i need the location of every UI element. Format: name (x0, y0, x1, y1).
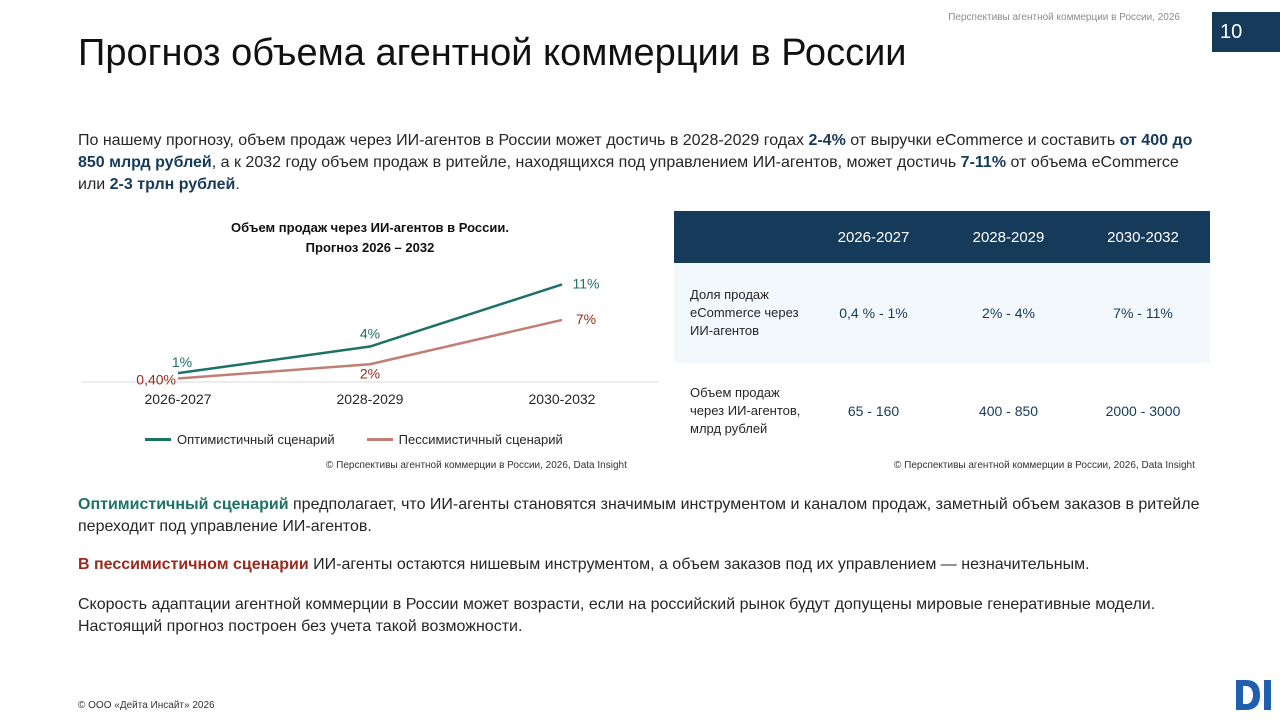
x-tick-label: 2028-2029 (336, 391, 404, 407)
forecast-table (674, 211, 1210, 458)
intro-highlight-volume-2032: 2-3 трлн рублей (109, 176, 236, 193)
table-row (674, 263, 1210, 363)
chart-title-line-1: Объем продаж через ИИ-агентов в России. (231, 220, 509, 235)
legend-item-pessimistic (367, 432, 563, 447)
intro-text-1: По нашему прогнозу, объем продаж через ИИ-агентов в России может достичь в 2028-2029 годах (78, 132, 809, 149)
table-header-cell: 2030-2032 (1076, 211, 1210, 263)
data-insight-logo-icon (1236, 680, 1272, 710)
data-label-optimistic: 11% (572, 275, 600, 292)
adaptation-paragraph: Скорость адаптации агентной коммерции в России может возрасти, если на российский рынок будут допущены мировые генеративные модели. Настоящий прогноз построен без учета такой возможности. (78, 596, 1156, 635)
optimistic-text: предполагает, что ИИ-агенты становятся значимым инструментом и каналом продаж, заметный объем заказов в ритейле переходит под управление ИИ-агентов. (78, 496, 1200, 535)
legend-swatch-optimistic (145, 438, 171, 441)
intro-paragraph (78, 130, 1198, 196)
forecast-line-chart (78, 260, 662, 420)
table-header-cell: 2026-2027 (806, 211, 941, 263)
chart-title (180, 218, 560, 258)
page-title: Прогноз объема агентной коммерции в России (78, 32, 907, 74)
table-header-row (674, 211, 1210, 263)
table-cell: 2% - 4% (941, 263, 1076, 363)
chart-legend (145, 432, 563, 447)
table-cell: 400 - 850 (941, 363, 1076, 458)
footer-copyright: © ООО «Дейта Инсайт» 2026 (78, 700, 215, 711)
data-label-pessimistic: 0,40% (136, 371, 176, 388)
legend-label-optimistic: Оптимистичный сценарий (177, 432, 335, 447)
intro-text-4: от объема eCommerce или (78, 154, 1179, 193)
page-number-badge: 10 (1212, 12, 1280, 52)
table-row (674, 363, 1210, 458)
legend-swatch-pessimistic (367, 438, 393, 441)
x-tick-label: 2030-2032 (528, 391, 596, 407)
x-tick-label: 2026-2027 (144, 391, 212, 407)
table-cell: 7% - 11% (1076, 263, 1210, 363)
data-label-optimistic: 1% (171, 354, 193, 371)
legend-item-optimistic (145, 432, 335, 447)
intro-highlight-share-2032: 7-11% (960, 154, 1007, 171)
pessimistic-text: ИИ-агенты остаются нишевым инструментом, а объем заказов под их управлением — незначительным. (308, 556, 1090, 573)
pessimistic-paragraph (78, 554, 1203, 576)
table-cell: 0,4 % - 1% (806, 263, 941, 363)
table-header-cell: 2028-2029 (941, 211, 1076, 263)
optimistic-paragraph (78, 494, 1203, 538)
table-row-label: Доля продаж eCommerce через ИИ-агентов (674, 263, 806, 363)
legend-label-pessimistic: Пессимистичный сценарий (398, 432, 563, 447)
chart-title-line-2: Прогноз 2026 – 2032 (305, 240, 435, 255)
intro-highlight-volume: от 400 до 850 млрд рублей (78, 132, 1193, 171)
intro-text-5: . (235, 176, 240, 193)
data-label-pessimistic: 2% (359, 365, 381, 382)
data-label-optimistic: 4% (359, 325, 381, 342)
chart-copyright: © Перспективы агентной коммерции в России, 2026, Data Insight (326, 460, 627, 471)
intro-text-3: , а к 2032 году объем продаж в ритейле, находящихся под управлением ИИ-агентов, может достичь (211, 154, 961, 171)
table-row-label: Объем продаж через ИИ-агентов, млрд рублей (674, 363, 806, 458)
header-caption: Перспективы агентной коммерции в России, 2026 (948, 12, 1180, 23)
data-label-pessimistic: 7% (575, 310, 597, 327)
table-header-cell (674, 211, 806, 263)
pessimistic-lead: В пессимистичном сценарии (78, 556, 309, 573)
intro-text-2: от выручки eCommerce и составить (845, 132, 1120, 149)
intro-highlight-share: 2-4% (808, 132, 846, 149)
table-cell: 65 - 160 (806, 363, 941, 458)
optimistic-lead: Оптимистичный сценарий (78, 496, 289, 513)
table-copyright: © Перспективы агентной коммерции в России, 2026, Data Insight (894, 460, 1195, 471)
table-cell: 2000 - 3000 (1076, 363, 1210, 458)
